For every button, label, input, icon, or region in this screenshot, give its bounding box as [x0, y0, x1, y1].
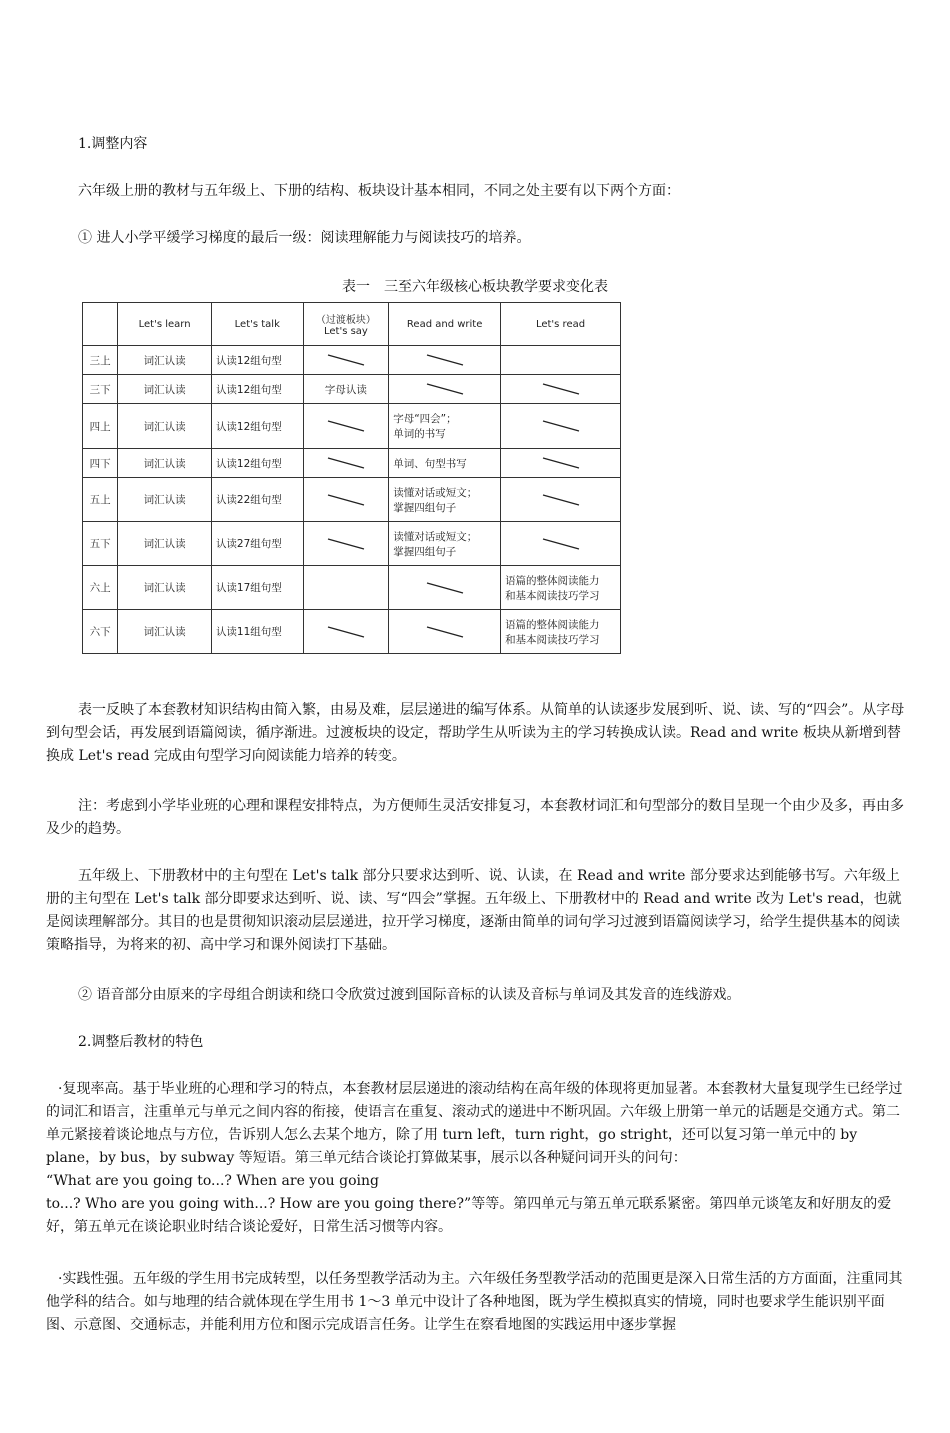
- grade-cell: 三上: [83, 346, 118, 375]
- say-cell: [303, 478, 389, 522]
- header-lets-learn: Let's learn: [118, 303, 212, 346]
- not-applicable-slash: [541, 536, 581, 552]
- talk-cell: 认读17组句型: [211, 566, 303, 610]
- table-row: [83, 566, 621, 610]
- header-lets-talk: Let's talk: [211, 303, 303, 346]
- talk-cell: 认读11组句型: [211, 610, 303, 654]
- read-write-cell: 单词、句型书写: [389, 449, 501, 478]
- learn-cell: 词汇认读: [118, 449, 212, 478]
- read-write-cell: [389, 566, 501, 610]
- lets-read-line-2: 和基本阅读技巧学习: [505, 633, 600, 646]
- read-write-cell: [389, 346, 501, 375]
- table-analysis-paragraph: 表一反映了本套教材知识结构由简入繁，由易及难，层层递进的编写体系。从简单的认读逐步发展到听、说、读、写的“四会”。从字母到句型会话，再发展到语篇阅读，循序渐进。过渡板块的设定，帮助学生从听读为主的学习转换成认读。Read and write 板块从新增到替换成 Let's read 完成由句型学习向阅读能力培养的转变。: [46, 702, 905, 764]
- note-paragraph: 注：考虑到小学毕业班的心理和课程安排特点，为方便师生灵活安排复习，本套教材词汇和句型部分的数目呈现一个由少及多，再由多及少的趋势。: [46, 798, 904, 837]
- not-applicable-slash: [326, 418, 366, 434]
- section-1-heading: 1.调整内容: [78, 136, 148, 152]
- learn-cell: 词汇认读: [118, 375, 212, 404]
- not-applicable-slash: [326, 492, 366, 508]
- talk-cell: 认读12组句型: [211, 346, 303, 375]
- table-row: [83, 346, 621, 375]
- grade5-paragraph: 五年级上、下册教材中的主句型在 Let's talk 部分只要求达到听、说、认读，在 Read and write 部分要求达到能够书写。六年级上册的主句型在 Let's talk 部分即要求达到听、说、读、写“四会”掌握。五年级上、下册教材中的 Read and write 改为 Let's read，也就是阅读理解部分。其目的也是贯彻知识滚动层层递进，拉开学习梯度，逐渐由简单的词句学习过渡到语篇阅读学习，给学生提供基本的阅读策略指导，为将来的初、高中学习和课外阅读打下基础。: [46, 868, 902, 953]
- point-2: ② 语音部分由原来的字母组合朗读和绕口令欣赏过渡到国际音标的认读及音标与单词及其发音的连线游戏。: [78, 987, 741, 1003]
- lets-read-cell: [501, 478, 621, 522]
- not-applicable-slash: [326, 536, 366, 552]
- table-header-row: [83, 303, 621, 346]
- feature-repetition-quote-line: “What are you going to...? When are you going: [46, 1173, 379, 1189]
- say-cell: [303, 566, 389, 610]
- say-cell: [303, 522, 389, 566]
- not-applicable-slash: [425, 381, 465, 397]
- grade-cell: 五上: [83, 478, 118, 522]
- header-lets-read: Let's read: [501, 303, 621, 346]
- grade-cell: 四上: [83, 404, 118, 449]
- lets-read-cell: [501, 566, 621, 610]
- table-row: [83, 610, 621, 654]
- lets-read-cell: [501, 375, 621, 404]
- not-applicable-slash: [326, 624, 366, 640]
- feature-repetition-text: ·复现率高。基于毕业班的心理和学习的特点，本套教材层层递进的滚动结构在高年级的体现将更加显著。本套教材大量复现学生已经学过的词汇和语言，注重单元与单元之间内容的衔接，使语言在重复、滚动式的递进中不断巩固。六年级上册第一单元的话题是交通方式。第二单元紧接着谈论地点与方位，告诉别人怎么去某个地方，除了用 turn left，turn right，go stright，还可以复习第一单元中的 by plane，by bus，by subway 等短语。第三单元结合谈论打算做某事，展示以各种疑问词开头的问句：: [46, 1081, 903, 1166]
- read-write-line-2: 掌握四组句子: [393, 545, 457, 558]
- learn-cell: 词汇认读: [118, 610, 212, 654]
- read-write-cell: [389, 375, 501, 404]
- lets-read-cell: [501, 346, 621, 375]
- talk-cell: 认读12组句型: [211, 404, 303, 449]
- not-applicable-slash: [326, 352, 366, 368]
- feature-repetition-text-cont: to...? Who are you going with...? How are you going there?”等等。第四单元与第五单元联系紧密。第四单元谈笔友和好朋友的爱好，第五单元在谈论职业时结合谈论爱好，日常生活习惯等内容。: [46, 1196, 892, 1235]
- say-cell: [303, 346, 389, 375]
- talk-cell: 认读27组句型: [211, 522, 303, 566]
- intro-paragraph: 六年级上册的教材与五年级上、下册的结构、板块设计基本相同，不同之处主要有以下两个方面：: [78, 183, 680, 199]
- learn-cell: 词汇认读: [118, 566, 212, 610]
- lets-read-line-1: 语篇的整体阅读能力: [505, 618, 600, 631]
- not-applicable-slash: [541, 418, 581, 434]
- lets-read-cell: [501, 449, 621, 478]
- lets-read-line-2: 和基本阅读技巧学习: [505, 589, 600, 602]
- learn-cell: 词汇认读: [118, 478, 212, 522]
- header-transition-label: （过渡板块）: [315, 315, 376, 326]
- not-applicable-slash: [541, 381, 581, 397]
- read-write-line-1: 读懂对话或短文；: [393, 486, 478, 499]
- talk-cell: 认读12组句型: [211, 449, 303, 478]
- table-caption: 表一 三至六年级核心板块教学要求变化表: [342, 279, 608, 295]
- read-write-cell: [389, 478, 501, 522]
- read-write-line-2: 掌握四组句子: [393, 501, 457, 514]
- read-write-line-1: 读懂对话或短文；: [393, 530, 478, 543]
- feature-repetition-paragraph: [46, 1078, 908, 1239]
- section-2-heading: 2.调整后教材的特色: [78, 1034, 204, 1050]
- say-cell: [303, 449, 389, 478]
- learn-cell: 词汇认读: [118, 404, 212, 449]
- not-applicable-slash: [425, 352, 465, 368]
- lets-read-cell: [501, 610, 621, 654]
- header-read-and-write: Read and write: [389, 303, 501, 346]
- learn-cell: 词汇认读: [118, 522, 212, 566]
- grade-cell: 六下: [83, 610, 118, 654]
- table-row: [83, 404, 621, 449]
- feature-practice-paragraph: ·实践性强。五年级的学生用书完成转型，以任务型教学活动为主。六年级任务型教学活动的范围更是深入日常生活的方方面面，注重同其他学科的结合。如与地理的结合就体现在学生用书 1～3 单元中设计了各种地图，既为学生模拟真实的情境，同时也要求学生能识别平面图、示意图、交通标志，并能利用方位和图示完成语言任务。让学生在察看地图的实践运用中逐步掌握: [46, 1271, 903, 1333]
- read-write-line-1: 字母“四会”；: [393, 413, 457, 425]
- say-cell: [303, 404, 389, 449]
- not-applicable-slash: [425, 624, 465, 640]
- point-1: ① 进人小学平缓学习梯度的最后一级：阅读理解能力与阅读技巧的培养。: [78, 230, 531, 246]
- header-lets-say: [303, 303, 389, 346]
- lets-read-line-1: 语篇的整体阅读能力: [505, 574, 600, 587]
- table-row: [83, 478, 621, 522]
- not-applicable-slash: [326, 455, 366, 471]
- lets-read-cell: [501, 522, 621, 566]
- not-applicable-slash: [425, 580, 465, 596]
- read-write-line-2: 单词的书写: [393, 428, 446, 440]
- requirements-table: [82, 302, 621, 654]
- talk-cell: 认读22组句型: [211, 478, 303, 522]
- say-cell: [303, 610, 389, 654]
- table-row: [83, 522, 621, 566]
- lets-read-cell: [501, 404, 621, 449]
- header-corner: [83, 303, 118, 346]
- grade-cell: 六上: [83, 566, 118, 610]
- table-row: [83, 375, 621, 404]
- read-write-cell: [389, 404, 501, 449]
- header-lets-say-label: Let's say: [323, 326, 368, 337]
- talk-cell: 认读12组句型: [211, 375, 303, 404]
- learn-cell: 词汇认读: [118, 346, 212, 375]
- table-row: [83, 449, 621, 478]
- read-write-cell: [389, 610, 501, 654]
- not-applicable-slash: [541, 455, 581, 471]
- not-applicable-slash: [541, 492, 581, 508]
- say-cell: 字母认读: [303, 375, 389, 404]
- read-write-cell: [389, 522, 501, 566]
- grade-cell: 五下: [83, 522, 118, 566]
- grade-cell: 三下: [83, 375, 118, 404]
- grade-cell: 四下: [83, 449, 118, 478]
